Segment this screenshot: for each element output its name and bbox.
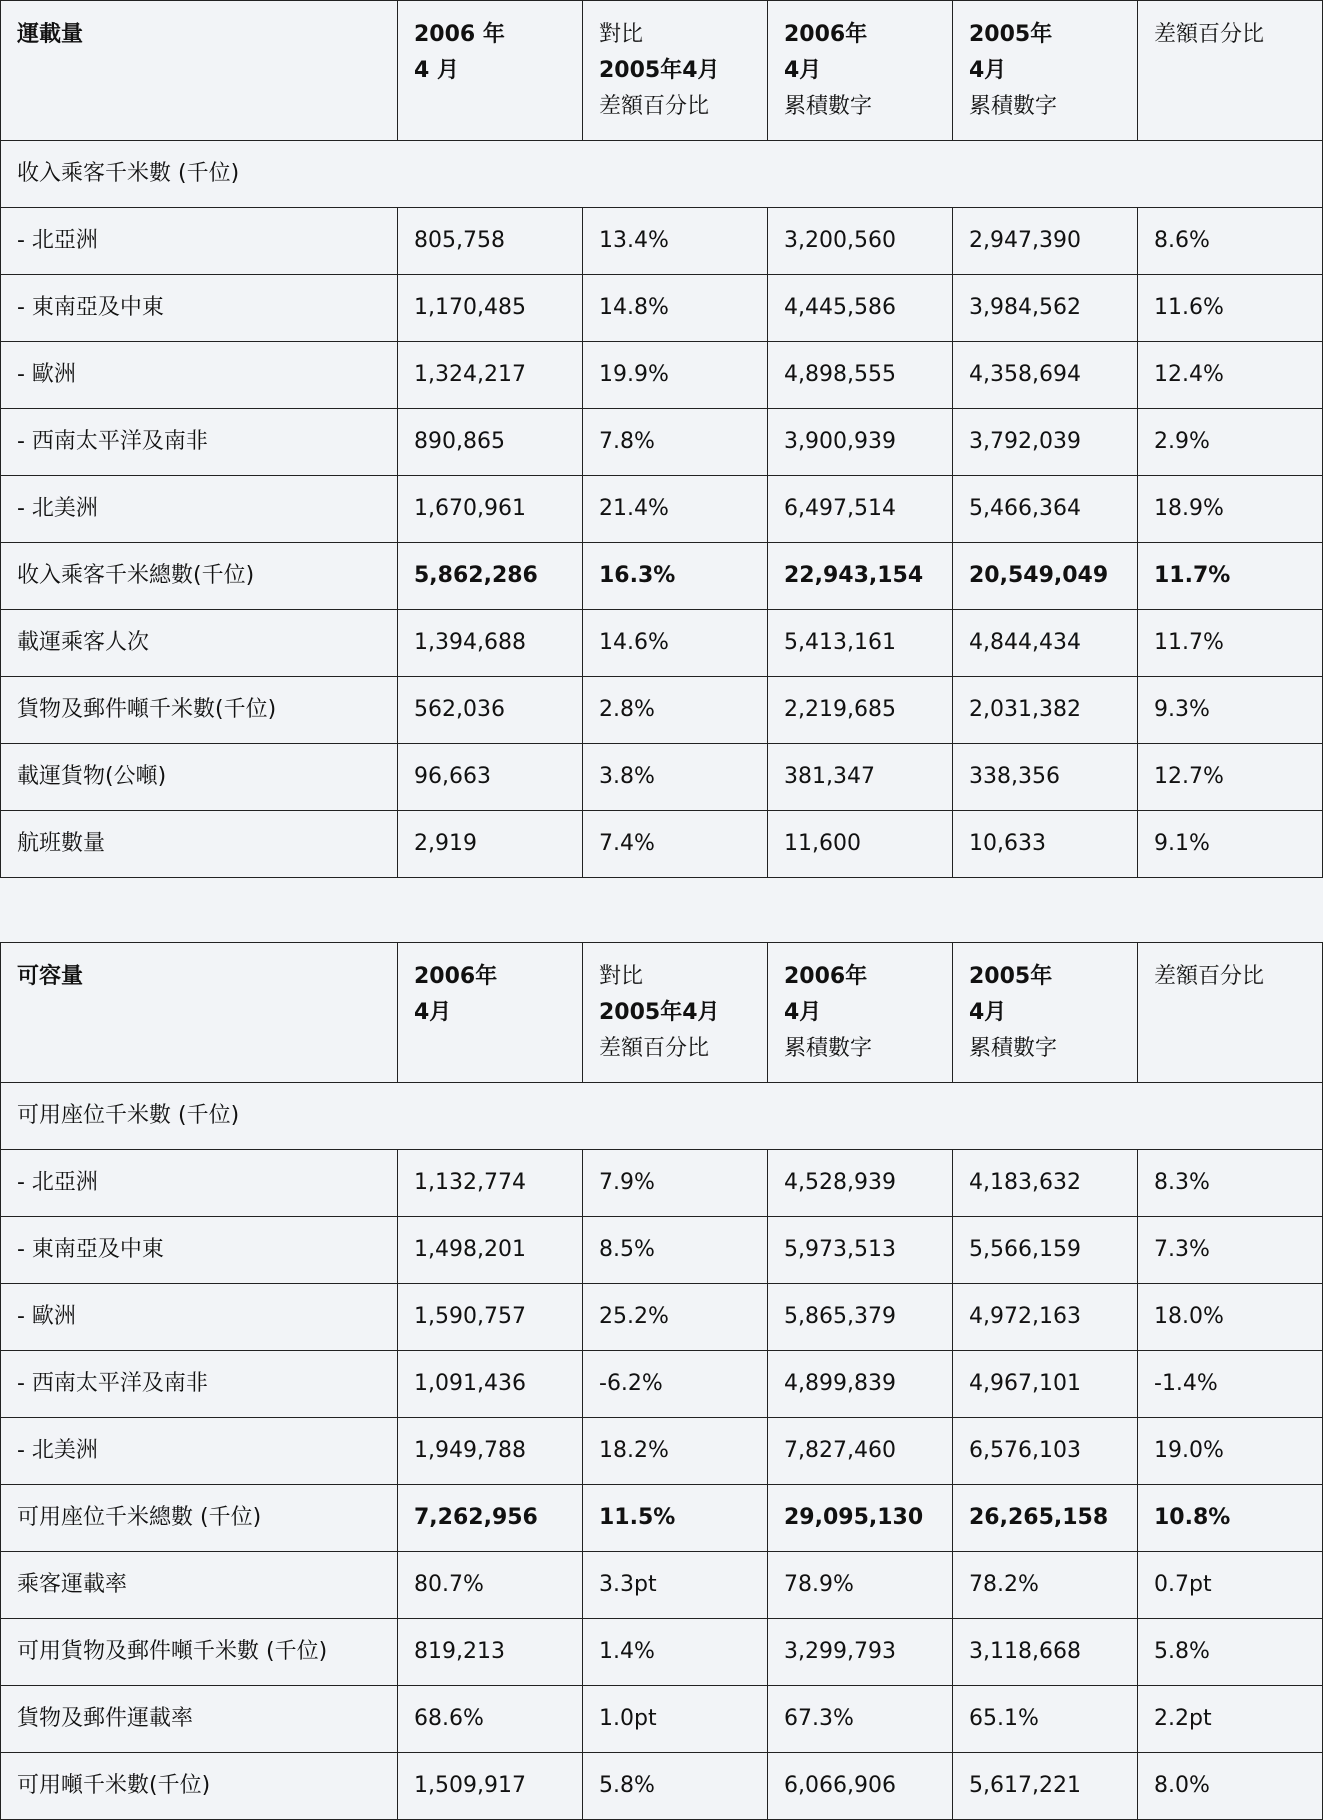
row-label: 乘客運載率 bbox=[1, 1552, 398, 1619]
cell-value: 78.2% bbox=[953, 1552, 1138, 1619]
table-row bbox=[1, 409, 1323, 476]
cell-value: 7,262,956 bbox=[398, 1485, 583, 1552]
header-diff-percent: 差額百分比 bbox=[1138, 1, 1323, 141]
cell-value: 4,899,839 bbox=[768, 1351, 953, 1418]
cell-value: 3.8% bbox=[583, 744, 768, 811]
cell-value: 1,590,757 bbox=[398, 1284, 583, 1351]
cell-value: 6,576,103 bbox=[953, 1418, 1138, 1485]
table-row bbox=[1, 1753, 1323, 1820]
cell-value: 381,347 bbox=[768, 744, 953, 811]
cell-value: 25.2% bbox=[583, 1284, 768, 1351]
row-label: 載運貨物(公噸) bbox=[1, 744, 398, 811]
row-label: 可用貨物及郵件噸千米數 (千位) bbox=[1, 1619, 398, 1686]
cell-value: 22,943,154 bbox=[768, 543, 953, 610]
cell-value: 4,898,555 bbox=[768, 342, 953, 409]
header-2006-cumulative: 2006年 4月 累積數字 bbox=[768, 943, 953, 1083]
header-metric: 運載量 bbox=[1, 1, 398, 141]
cell-value: 5.8% bbox=[1138, 1619, 1323, 1686]
table-row bbox=[1, 476, 1323, 543]
cell-value: 805,758 bbox=[398, 208, 583, 275]
table-row bbox=[1, 208, 1323, 275]
cell-value: 2.2pt bbox=[1138, 1686, 1323, 1753]
table-row bbox=[1, 1418, 1323, 1485]
cell-value: 12.7% bbox=[1138, 744, 1323, 811]
row-label: - 西南太平洋及南非 bbox=[1, 1351, 398, 1418]
cell-value: 68.6% bbox=[398, 1686, 583, 1753]
cell-value: 7.4% bbox=[583, 811, 768, 878]
table-row bbox=[1, 744, 1323, 811]
cell-value: -6.2% bbox=[583, 1351, 768, 1418]
cell-value: 26,265,158 bbox=[953, 1485, 1138, 1552]
cell-value: 5,466,364 bbox=[953, 476, 1138, 543]
total-row bbox=[1, 1485, 1323, 1552]
cell-value: 19.0% bbox=[1138, 1418, 1323, 1485]
cell-value: 6,497,514 bbox=[768, 476, 953, 543]
cell-value: 80.7% bbox=[398, 1552, 583, 1619]
table-row bbox=[1, 1351, 1323, 1418]
row-label: 貨物及郵件噸千米數(千位) bbox=[1, 677, 398, 744]
cell-value: 18.2% bbox=[583, 1418, 768, 1485]
cell-value: 4,844,434 bbox=[953, 610, 1138, 677]
header-2005-cumulative: 2005年 4月 累積數字 bbox=[953, 1, 1138, 141]
cell-value: 1,170,485 bbox=[398, 275, 583, 342]
table-row bbox=[1, 1284, 1323, 1351]
table-row bbox=[1, 1619, 1323, 1686]
section-label: 收入乘客千米數 (千位) bbox=[1, 141, 1323, 208]
cell-value: 7,827,460 bbox=[768, 1418, 953, 1485]
cell-value: 4,972,163 bbox=[953, 1284, 1138, 1351]
cell-value: -1.4% bbox=[1138, 1351, 1323, 1418]
header-diff-percent: 差額百分比 bbox=[1138, 943, 1323, 1083]
cell-value: 7.3% bbox=[1138, 1217, 1323, 1284]
cell-value: 21.4% bbox=[583, 476, 768, 543]
cell-value: 9.1% bbox=[1138, 811, 1323, 878]
header-vs-2005-april: 對比 2005年4月 差額百分比 bbox=[583, 1, 768, 141]
cell-value: 11,600 bbox=[768, 811, 953, 878]
cell-value: 1,498,201 bbox=[398, 1217, 583, 1284]
cell-value: 3,984,562 bbox=[953, 275, 1138, 342]
cell-value: 3.3pt bbox=[583, 1552, 768, 1619]
cell-value: 890,865 bbox=[398, 409, 583, 476]
cell-value: 11.5% bbox=[583, 1485, 768, 1552]
table-row bbox=[1, 677, 1323, 744]
cell-value: 2.9% bbox=[1138, 409, 1323, 476]
cell-value: 5,862,286 bbox=[398, 543, 583, 610]
cell-value: 18.0% bbox=[1138, 1284, 1323, 1351]
cell-value: 14.6% bbox=[583, 610, 768, 677]
cell-value: 3,118,668 bbox=[953, 1619, 1138, 1686]
row-label: - 東南亞及中東 bbox=[1, 275, 398, 342]
cell-value: 5,865,379 bbox=[768, 1284, 953, 1351]
cell-value: 5.8% bbox=[583, 1753, 768, 1820]
cell-value: 20,549,049 bbox=[953, 543, 1138, 610]
cell-value: 19.9% bbox=[583, 342, 768, 409]
cell-value: 819,213 bbox=[398, 1619, 583, 1686]
row-label: 可用座位千米總數 (千位) bbox=[1, 1485, 398, 1552]
cell-value: 10.8% bbox=[1138, 1485, 1323, 1552]
cell-value: 1.0pt bbox=[583, 1686, 768, 1753]
cell-value: 1,509,917 bbox=[398, 1753, 583, 1820]
cell-value: 7.8% bbox=[583, 409, 768, 476]
table-row bbox=[1, 811, 1323, 878]
section-row bbox=[1, 1083, 1323, 1150]
cell-value: 4,445,586 bbox=[768, 275, 953, 342]
cell-value: 18.9% bbox=[1138, 476, 1323, 543]
table-row bbox=[1, 1217, 1323, 1284]
cell-value: 1,949,788 bbox=[398, 1418, 583, 1485]
table-row bbox=[1, 1686, 1323, 1753]
row-label: 可用噸千米數(千位) bbox=[1, 1753, 398, 1820]
cell-value: 0.7pt bbox=[1138, 1552, 1323, 1619]
table-row bbox=[1, 1552, 1323, 1619]
cell-value: 78.9% bbox=[768, 1552, 953, 1619]
cell-value: 67.3% bbox=[768, 1686, 953, 1753]
cell-value: 338,356 bbox=[953, 744, 1138, 811]
cell-value: 3,900,939 bbox=[768, 409, 953, 476]
cell-value: 5,617,221 bbox=[953, 1753, 1138, 1820]
header-2006-cumulative: 2006年 4月 累積數字 bbox=[768, 1, 953, 141]
cell-value: 3,792,039 bbox=[953, 409, 1138, 476]
row-label: - 東南亞及中東 bbox=[1, 1217, 398, 1284]
cell-value: 5,973,513 bbox=[768, 1217, 953, 1284]
cell-value: 4,358,694 bbox=[953, 342, 1138, 409]
cell-value: 4,183,632 bbox=[953, 1150, 1138, 1217]
header-2005-cumulative: 2005年 4月 累積數字 bbox=[953, 943, 1138, 1083]
header-2006-april: 2006 年 4 月 bbox=[398, 1, 583, 141]
table-row bbox=[1, 275, 1323, 342]
cell-value: 14.8% bbox=[583, 275, 768, 342]
table-row bbox=[1, 610, 1323, 677]
cell-value: 6,066,906 bbox=[768, 1753, 953, 1820]
section-row bbox=[1, 141, 1323, 208]
row-label: 收入乘客千米總數(千位) bbox=[1, 543, 398, 610]
cell-value: 2,919 bbox=[398, 811, 583, 878]
cell-value: 7.9% bbox=[583, 1150, 768, 1217]
row-label: - 北美洲 bbox=[1, 1418, 398, 1485]
total-row bbox=[1, 543, 1323, 610]
section-label: 可用座位千米數 (千位) bbox=[1, 1083, 1323, 1150]
row-label: - 西南太平洋及南非 bbox=[1, 409, 398, 476]
cell-value: 2,947,390 bbox=[953, 208, 1138, 275]
cell-value: 29,095,130 bbox=[768, 1485, 953, 1552]
cell-value: 96,663 bbox=[398, 744, 583, 811]
cell-value: 12.4% bbox=[1138, 342, 1323, 409]
row-label: - 北亞洲 bbox=[1, 208, 398, 275]
cell-value: 5,413,161 bbox=[768, 610, 953, 677]
cell-value: 3,299,793 bbox=[768, 1619, 953, 1686]
row-label: - 歐洲 bbox=[1, 1284, 398, 1351]
cell-value: 1,324,217 bbox=[398, 342, 583, 409]
table-header-row bbox=[1, 1, 1323, 141]
cell-value: 4,967,101 bbox=[953, 1351, 1138, 1418]
cell-value: 11.7% bbox=[1138, 543, 1323, 610]
cell-value: 11.6% bbox=[1138, 275, 1323, 342]
cell-value: 5,566,159 bbox=[953, 1217, 1138, 1284]
header-metric: 可容量 bbox=[1, 943, 398, 1083]
traffic-table bbox=[0, 0, 1323, 878]
cell-value: 2,219,685 bbox=[768, 677, 953, 744]
header-2006-april: 2006年 4月 bbox=[398, 943, 583, 1083]
table-header-row bbox=[1, 943, 1323, 1083]
cell-value: 1.4% bbox=[583, 1619, 768, 1686]
cell-value: 8.0% bbox=[1138, 1753, 1323, 1820]
row-label: - 北亞洲 bbox=[1, 1150, 398, 1217]
cell-value: 1,132,774 bbox=[398, 1150, 583, 1217]
cell-value: 10,633 bbox=[953, 811, 1138, 878]
row-label: 航班數量 bbox=[1, 811, 398, 878]
cell-value: 2.8% bbox=[583, 677, 768, 744]
table-row bbox=[1, 342, 1323, 409]
cell-value: 13.4% bbox=[583, 208, 768, 275]
header-vs-2005-april: 對比 2005年4月 差額百分比 bbox=[583, 943, 768, 1083]
cell-value: 562,036 bbox=[398, 677, 583, 744]
cell-value: 9.3% bbox=[1138, 677, 1323, 744]
cell-value: 16.3% bbox=[583, 543, 768, 610]
capacity-table bbox=[0, 942, 1323, 1820]
table-row bbox=[1, 1150, 1323, 1217]
cell-value: 8.3% bbox=[1138, 1150, 1323, 1217]
cell-value: 1,091,436 bbox=[398, 1351, 583, 1418]
row-label: 貨物及郵件運載率 bbox=[1, 1686, 398, 1753]
cell-value: 8.5% bbox=[583, 1217, 768, 1284]
cell-value: 4,528,939 bbox=[768, 1150, 953, 1217]
cell-value: 1,670,961 bbox=[398, 476, 583, 543]
cell-value: 2,031,382 bbox=[953, 677, 1138, 744]
cell-value: 1,394,688 bbox=[398, 610, 583, 677]
cell-value: 11.7% bbox=[1138, 610, 1323, 677]
row-label: - 歐洲 bbox=[1, 342, 398, 409]
cell-value: 8.6% bbox=[1138, 208, 1323, 275]
row-label: - 北美洲 bbox=[1, 476, 398, 543]
cell-value: 65.1% bbox=[953, 1686, 1138, 1753]
row-label: 載運乘客人次 bbox=[1, 610, 398, 677]
cell-value: 3,200,560 bbox=[768, 208, 953, 275]
